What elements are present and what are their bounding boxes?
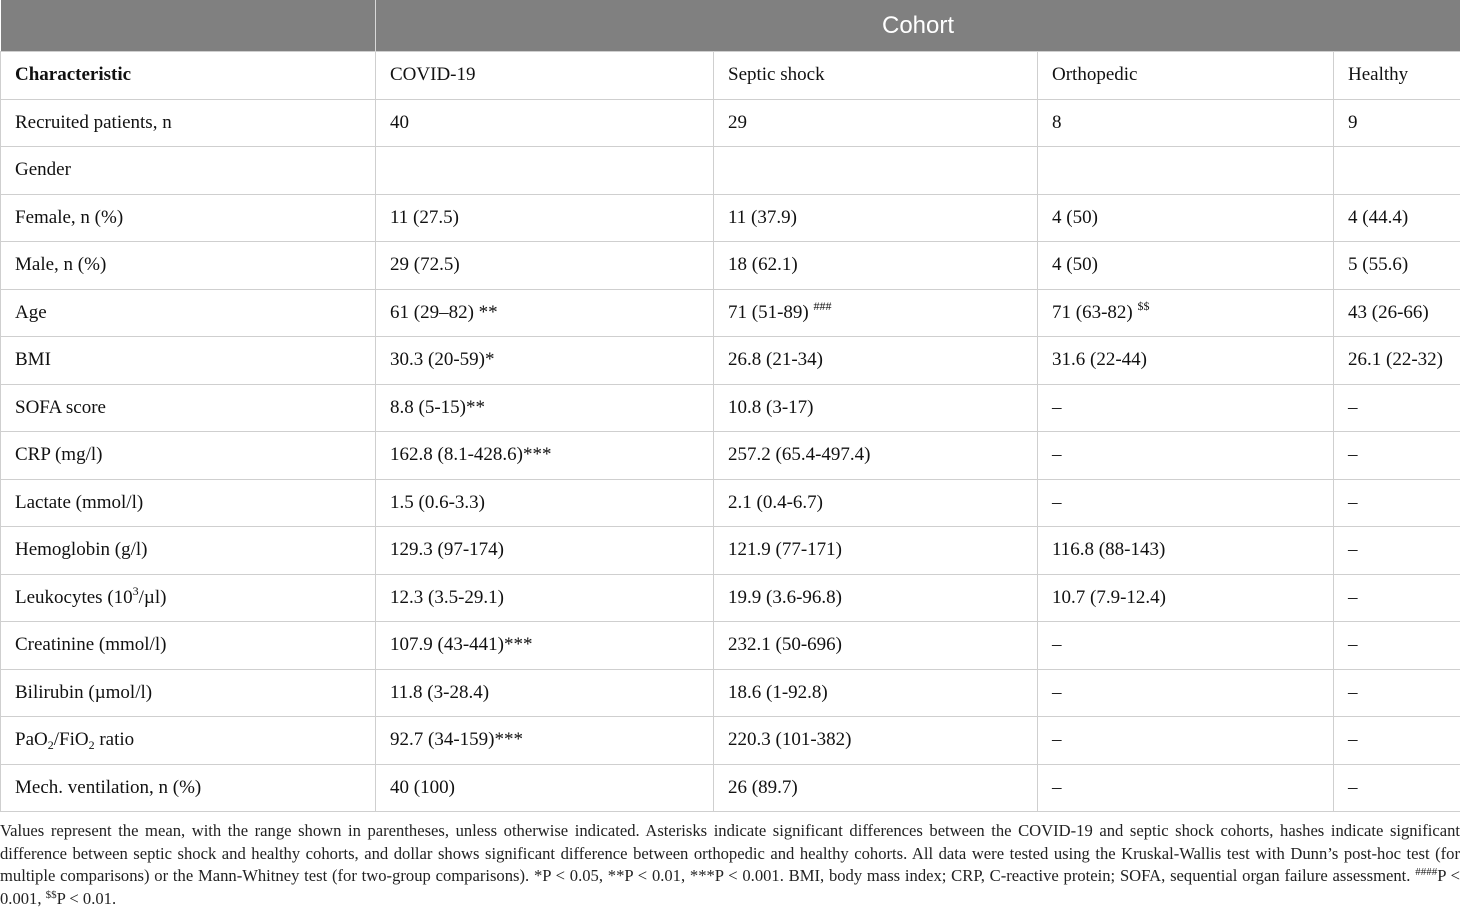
table-row	[1, 574, 1460, 622]
column-header-covid19: COVID-19	[376, 52, 714, 100]
row-label: SOFA score	[1, 384, 376, 432]
cell-healthy: –	[1334, 479, 1460, 527]
cohort-group-header: Cohort	[376, 0, 1460, 52]
label-subscript: 2	[88, 738, 95, 753]
cell-covid19: 11.8 (3-28.4)	[376, 669, 714, 717]
cell-covid19: 40	[376, 99, 714, 147]
label-part: Leukocytes (10	[15, 586, 133, 608]
cell-covid19: 40 (100)	[376, 764, 714, 812]
row-label: Bilirubin (µmol/l)	[1, 669, 376, 717]
cell-healthy	[1334, 147, 1460, 195]
significance-mark: ###	[813, 298, 832, 313]
cell-healthy: 9	[1334, 99, 1460, 147]
row-label: BMI	[1, 337, 376, 385]
row-label: CRP (mg/l)	[1, 432, 376, 480]
cell-orthopedic: –	[1038, 384, 1334, 432]
table-row	[1, 717, 1460, 765]
cell-covid19: 92.7 (34-159)***	[376, 717, 714, 765]
label-part: ratio	[94, 729, 135, 751]
row-label	[1, 574, 376, 622]
cell-value: 71 (63-82)	[1052, 301, 1138, 323]
dollar-mark: $$	[45, 888, 57, 901]
row-label: Lactate (mmol/l)	[1, 479, 376, 527]
cell-covid19: 11 (27.5)	[376, 194, 714, 242]
footnote-text: Values represent the mean, with the range shown in parentheses, unless otherwise indicated. Asterisks indicate significant differences between the COVID-19 and septic shock cohorts, hashes indicate significant difference between septic shock and healthy cohorts, and dollar shows significant difference between orthopedic and healthy cohorts. All data were tested using the Kruskal-Wallis test with Dunn’s post-hoc test (for multiple comparisons) or the Mann-Whitney test (for two-group comparisons). *P < 0.05, **P < 0.01, ***P < 0.001. BMI, body mass index; CRP, C-reactive protein; SOFA, sequential organ failure assessment.	[0, 821, 1460, 885]
cell-orthopedic: –	[1038, 432, 1334, 480]
row-label: Gender	[1, 147, 376, 195]
row-label	[1, 717, 376, 765]
cell-septic-shock: 29	[714, 99, 1038, 147]
footnote-dollar-text: P < 0.01.	[56, 888, 117, 908]
cell-healthy: –	[1334, 669, 1460, 717]
cell-septic-shock: 18.6 (1-92.8)	[714, 669, 1038, 717]
row-label: Hemoglobin (g/l)	[1, 527, 376, 575]
row-label: Female, n (%)	[1, 194, 376, 242]
cell-septic-shock: 11 (37.9)	[714, 194, 1038, 242]
footnote-hash-text: P < 0.001,	[0, 866, 1460, 908]
cell-value: 71 (51-89)	[728, 301, 814, 323]
cell-septic-shock	[714, 147, 1038, 195]
label-part: /µl)	[138, 586, 167, 608]
table-row	[1, 764, 1460, 812]
table-row	[1, 337, 1460, 385]
cell-orthopedic: 4 (50)	[1038, 242, 1334, 290]
cell-covid19	[376, 147, 714, 195]
table-row	[1, 242, 1460, 290]
cell-covid19: 12.3 (3.5-29.1)	[376, 574, 714, 622]
cell-orthopedic: 8	[1038, 99, 1334, 147]
row-label: Age	[1, 289, 376, 337]
cell-healthy: 4 (44.4)	[1334, 194, 1460, 242]
table-footnote	[0, 820, 1460, 910]
cell-orthopedic: 10.7 (7.9-12.4)	[1038, 574, 1334, 622]
cell-septic-shock: 19.9 (3.6-96.8)	[714, 574, 1038, 622]
cell-healthy: –	[1334, 527, 1460, 575]
column-header-septic-shock: Septic shock	[714, 52, 1038, 100]
cell-covid19: 129.3 (97-174)	[376, 527, 714, 575]
cell-septic-shock: 10.8 (3-17)	[714, 384, 1038, 432]
cell-healthy: –	[1334, 717, 1460, 765]
cell-covid19: 29 (72.5)	[376, 242, 714, 290]
cell-orthopedic	[1038, 147, 1334, 195]
hash-mark: ####	[1415, 866, 1438, 878]
column-header-row	[1, 52, 1460, 100]
row-label: Male, n (%)	[1, 242, 376, 290]
cell-septic-shock: 257.2 (65.4-497.4)	[714, 432, 1038, 480]
group-header-blank	[1, 0, 376, 52]
table-row	[1, 194, 1460, 242]
label-part: PaO	[15, 729, 48, 751]
table-row	[1, 99, 1460, 147]
table-row	[1, 669, 1460, 717]
label-superscript: 3	[132, 583, 139, 598]
cell-covid19: 162.8 (8.1-428.6)***	[376, 432, 714, 480]
cell-healthy: –	[1334, 764, 1460, 812]
table-row	[1, 289, 1460, 337]
cell-orthopedic: 4 (50)	[1038, 194, 1334, 242]
column-header-orthopedic: Orthopedic	[1038, 52, 1334, 100]
cell-septic-shock: 220.3 (101-382)	[714, 717, 1038, 765]
cell-healthy: –	[1334, 384, 1460, 432]
cell-healthy: –	[1334, 432, 1460, 480]
label-subscript: 2	[47, 738, 54, 753]
significance-mark: $$	[1137, 298, 1150, 313]
table-row	[1, 527, 1460, 575]
label-part: /FiO	[53, 729, 89, 751]
cell-orthopedic: 116.8 (88-143)	[1038, 527, 1334, 575]
table-row	[1, 479, 1460, 527]
cell-healthy: 26.1 (22-32)	[1334, 337, 1460, 385]
cell-orthopedic: –	[1038, 764, 1334, 812]
cell-septic-shock: 26 (89.7)	[714, 764, 1038, 812]
table-row	[1, 147, 1460, 195]
cell-orthopedic: –	[1038, 669, 1334, 717]
table-row	[1, 622, 1460, 670]
cell-septic-shock	[714, 289, 1038, 337]
cell-septic-shock: 18 (62.1)	[714, 242, 1038, 290]
cell-septic-shock: 2.1 (0.4-6.7)	[714, 479, 1038, 527]
cell-septic-shock: 26.8 (21-34)	[714, 337, 1038, 385]
cell-covid19: 1.5 (0.6-3.3)	[376, 479, 714, 527]
cell-septic-shock: 232.1 (50-696)	[714, 622, 1038, 670]
table-row	[1, 384, 1460, 432]
column-header-characteristic: Characteristic	[1, 52, 376, 100]
cell-septic-shock: 121.9 (77-171)	[714, 527, 1038, 575]
cell-orthopedic: –	[1038, 717, 1334, 765]
cell-healthy: –	[1334, 622, 1460, 670]
cell-orthopedic: 31.6 (22-44)	[1038, 337, 1334, 385]
cell-orthopedic: –	[1038, 622, 1334, 670]
table-row	[1, 432, 1460, 480]
row-label: Creatinine (mmol/l)	[1, 622, 376, 670]
cell-healthy: –	[1334, 574, 1460, 622]
cell-orthopedic: –	[1038, 479, 1334, 527]
column-header-healthy: Healthy	[1334, 52, 1460, 100]
cell-healthy: 43 (26-66)	[1334, 289, 1460, 337]
cell-healthy: 5 (55.6)	[1334, 242, 1460, 290]
cell-covid19: 30.3 (20-59)*	[376, 337, 714, 385]
row-label: Mech. ventilation, n (%)	[1, 764, 376, 812]
cell-orthopedic	[1038, 289, 1334, 337]
cell-covid19: 8.8 (5-15)**	[376, 384, 714, 432]
cell-covid19: 61 (29–82) **	[376, 289, 714, 337]
group-header-row	[1, 0, 1460, 52]
cell-covid19: 107.9 (43-441)***	[376, 622, 714, 670]
row-label: Recruited patients, n	[1, 99, 376, 147]
